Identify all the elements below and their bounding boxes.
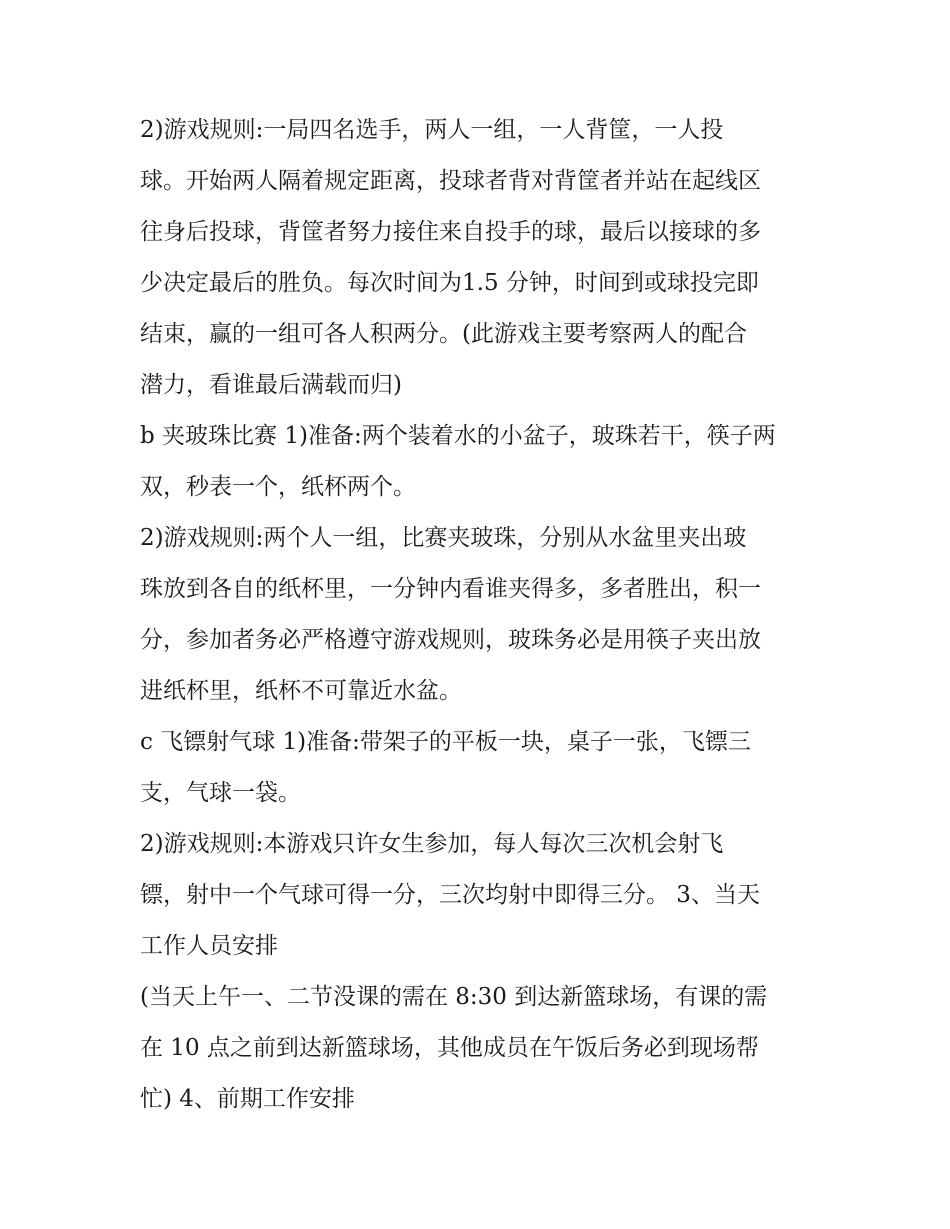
paragraph-marble-preparation: b 夹玻珠比赛 1)准备:两个装着水的小盆子，玻珠若干，筷子两 双，秒表一个，纸杯两个。 (140, 423, 776, 500)
paragraph-dart-rules: 2)游戏规则:本游戏只许女生参加，每人每次三次机会射飞 镖，射中一个气球可得一分，三次均射中即得三分。 3、当天 工作人员安排 (140, 831, 760, 959)
paragraph-staff-arrangement: (当天上午一、二节没课的需在 8:30 到达新篮球场，有课的需 在 10 点之前到达新篮球场，其他成员在午饭后务必到现场帮 忙) 4、前期工作安排 (140, 984, 768, 1112)
paragraph-dart-preparation: c 飞镖射气球 1)准备:带架子的平板一块，桌子一张，飞镖三 支，气球一袋。 (140, 729, 751, 806)
paragraph-ball-game-rules: 2)游戏规则:一局四名选手，两人一组，一人背筐，一人投 球。开始两人隔着规定距离，投球者背对背筐者并站在起线区 往身后投球，背筐者努力接住来自投手的球，最后以接球的多 少决定最后的胜负。每次时间为1.5 分钟，时间到或球投完即 结束，赢的一组可各人积两分。(此游戏主要考察两人的配合 潜力，看谁最后满载而归) (140, 117, 761, 398)
paragraph-marble-rules: 2)游戏规则:两个人一组，比赛夹玻珠，分别从水盆里夹出玻 珠放到各自的纸杯里，一分钟内看谁夹得多，多者胜出，积一 分，参加者务必严格遵守游戏规则，玻珠务必是用筷子夹出放 进纸杯里，纸杯不可靠近水盆。 (140, 525, 761, 704)
